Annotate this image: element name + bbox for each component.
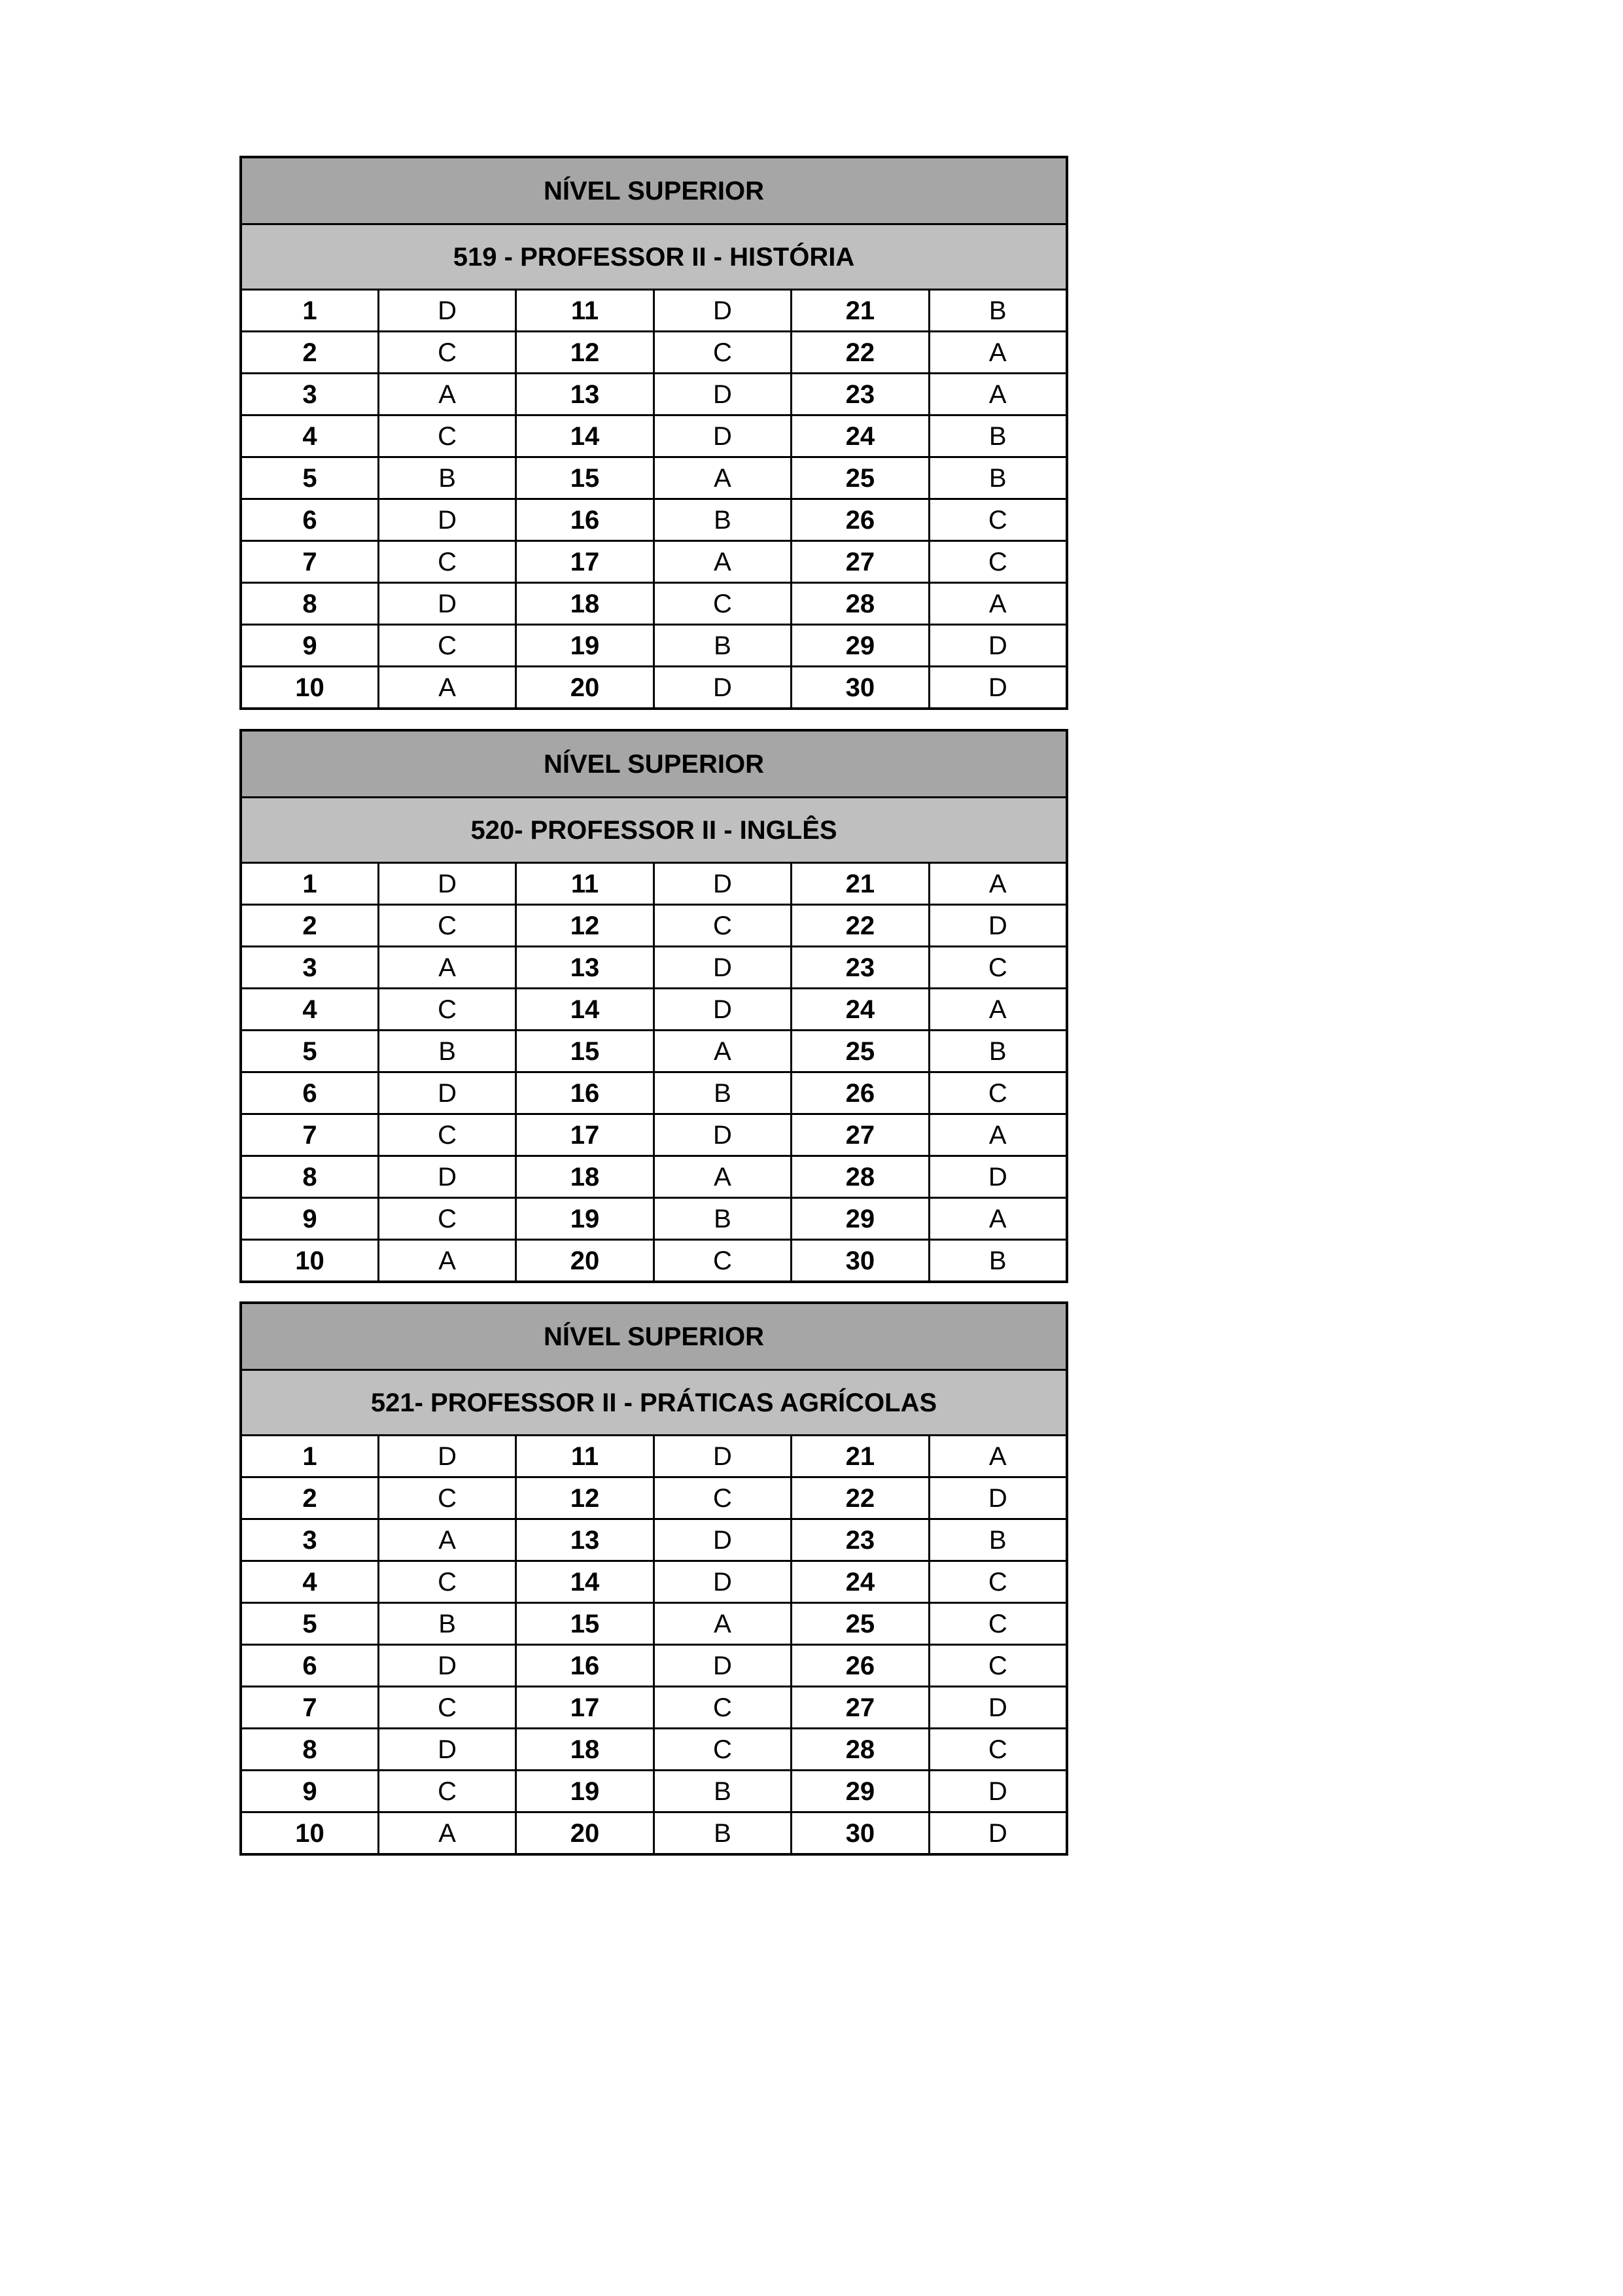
question-number: 4 (241, 415, 378, 457)
question-number: 28 (792, 1156, 929, 1198)
answer-letter: D (654, 1645, 791, 1687)
question-number: 20 (516, 1812, 654, 1855)
answer-letter: B (929, 415, 1067, 457)
answer-letter: D (929, 1477, 1067, 1519)
question-number: 12 (516, 332, 654, 374)
question-number: 18 (516, 1729, 654, 1771)
question-number: 7 (241, 541, 378, 583)
answer-letter: C (929, 1072, 1067, 1114)
answer-letter: C (654, 583, 791, 625)
answer-letter: A (654, 1156, 791, 1198)
answer-letter: D (929, 667, 1067, 709)
answer-letter: C (654, 905, 791, 947)
answer-letter: B (654, 499, 791, 541)
answer-letter: D (929, 1771, 1067, 1812)
answer-row (241, 1771, 1067, 1812)
answer-letter: C (378, 905, 515, 947)
question-number: 18 (516, 1156, 654, 1198)
answer-row (241, 415, 1067, 457)
answer-letter: C (378, 332, 515, 374)
question-number: 19 (516, 1771, 654, 1812)
answer-letter: D (378, 499, 515, 541)
question-number: 13 (516, 374, 654, 415)
question-number: 7 (241, 1687, 378, 1729)
answer-row (241, 541, 1067, 583)
answer-letter: D (654, 667, 791, 709)
answer-row (241, 1561, 1067, 1603)
question-number: 21 (792, 863, 929, 905)
question-number: 24 (792, 415, 929, 457)
answer-row (241, 1156, 1067, 1198)
answer-row (241, 863, 1067, 905)
question-number: 13 (516, 947, 654, 989)
answer-row (241, 1072, 1067, 1114)
answer-letter: B (929, 290, 1067, 332)
answer-letter: C (378, 541, 515, 583)
answer-row (241, 457, 1067, 499)
question-number: 26 (792, 499, 929, 541)
answer-letter: C (929, 541, 1067, 583)
answer-letter: D (654, 1561, 791, 1603)
answer-row (241, 1603, 1067, 1645)
question-number: 27 (792, 1114, 929, 1156)
question-number: 29 (792, 1198, 929, 1240)
question-number: 6 (241, 1645, 378, 1687)
answer-letter: D (654, 415, 791, 457)
answer-letter: D (378, 1729, 515, 1771)
question-number: 8 (241, 583, 378, 625)
question-number: 25 (792, 1603, 929, 1645)
answer-row (241, 332, 1067, 374)
answer-letter: B (378, 457, 515, 499)
question-number: 5 (241, 1603, 378, 1645)
question-number: 15 (516, 457, 654, 499)
question-number: 1 (241, 863, 378, 905)
answer-letter: C (654, 332, 791, 374)
question-number: 13 (516, 1519, 654, 1561)
answer-row (241, 989, 1067, 1031)
answer-row (241, 1645, 1067, 1687)
answer-letter: A (929, 332, 1067, 374)
answer-letter: B (929, 457, 1067, 499)
exam-title: 521- PROFESSOR II - PRÁTICAS AGRÍCOLAS (241, 1370, 1067, 1436)
question-number: 17 (516, 541, 654, 583)
title-header-row (241, 224, 1067, 290)
question-number: 9 (241, 1198, 378, 1240)
level-header: NÍVEL SUPERIOR (241, 157, 1067, 224)
answer-letter: A (654, 541, 791, 583)
answer-row (241, 1240, 1067, 1282)
answer-letter: D (654, 863, 791, 905)
question-number: 22 (792, 332, 929, 374)
answer-letter: C (378, 1114, 515, 1156)
question-number: 4 (241, 1561, 378, 1603)
question-number: 26 (792, 1072, 929, 1114)
answer-letter: B (654, 1198, 791, 1240)
answer-letter: B (929, 1240, 1067, 1282)
answer-letter: C (929, 1561, 1067, 1603)
question-number: 20 (516, 667, 654, 709)
answer-letter: A (378, 947, 515, 989)
answer-letter: C (654, 1240, 791, 1282)
question-number: 12 (516, 1477, 654, 1519)
answer-key-table-520 (239, 729, 1068, 1283)
answer-letter: A (929, 1436, 1067, 1477)
answer-letter: B (654, 625, 791, 667)
question-number: 24 (792, 1561, 929, 1603)
question-number: 30 (792, 1240, 929, 1282)
question-number: 7 (241, 1114, 378, 1156)
question-number: 28 (792, 1729, 929, 1771)
answer-letter: C (378, 1687, 515, 1729)
answer-letter: B (654, 1072, 791, 1114)
answer-letter: D (654, 1114, 791, 1156)
answer-letter: B (929, 1031, 1067, 1072)
answer-letter: D (654, 1436, 791, 1477)
title-header-row (241, 798, 1067, 863)
answer-letter: A (929, 863, 1067, 905)
answer-row (241, 1114, 1067, 1156)
question-number: 30 (792, 667, 929, 709)
question-number: 27 (792, 541, 929, 583)
question-number: 10 (241, 1812, 378, 1855)
answer-letter: D (378, 290, 515, 332)
level-header-row (241, 730, 1067, 798)
answer-letter: B (929, 1519, 1067, 1561)
answer-letter: A (378, 1240, 515, 1282)
answer-letter: A (378, 667, 515, 709)
question-number: 15 (516, 1031, 654, 1072)
answer-row (241, 1031, 1067, 1072)
answer-letter: C (929, 947, 1067, 989)
title-header-row (241, 1370, 1067, 1436)
question-number: 10 (241, 1240, 378, 1282)
answer-letter: C (378, 1771, 515, 1812)
answer-key-table-521 (239, 1301, 1068, 1856)
answer-letter: B (378, 1603, 515, 1645)
question-number: 17 (516, 1687, 654, 1729)
question-number: 20 (516, 1240, 654, 1282)
question-number: 11 (516, 1436, 654, 1477)
answer-letter: D (929, 1156, 1067, 1198)
question-number: 6 (241, 499, 378, 541)
answer-row (241, 947, 1067, 989)
question-number: 22 (792, 1477, 929, 1519)
question-number: 12 (516, 905, 654, 947)
answer-letter: C (929, 1729, 1067, 1771)
answer-letter: A (654, 1603, 791, 1645)
answer-letter: D (378, 1156, 515, 1198)
answer-letter: C (378, 415, 515, 457)
level-header-row (241, 157, 1067, 224)
question-number: 17 (516, 1114, 654, 1156)
answer-row (241, 290, 1067, 332)
answer-letter: A (654, 1031, 791, 1072)
question-number: 9 (241, 625, 378, 667)
question-number: 19 (516, 1198, 654, 1240)
answer-letter: A (929, 1114, 1067, 1156)
question-number: 1 (241, 1436, 378, 1477)
question-number: 3 (241, 1519, 378, 1561)
answer-letter: D (654, 947, 791, 989)
answer-letter: D (654, 1519, 791, 1561)
answer-letter: C (929, 1645, 1067, 1687)
answer-row (241, 583, 1067, 625)
question-number: 9 (241, 1771, 378, 1812)
answer-letter: D (929, 905, 1067, 947)
question-number: 18 (516, 583, 654, 625)
exam-title: 519 - PROFESSOR II - HISTÓRIA (241, 224, 1067, 290)
answer-letter: D (929, 625, 1067, 667)
question-number: 19 (516, 625, 654, 667)
question-number: 11 (516, 863, 654, 905)
question-number: 3 (241, 374, 378, 415)
answer-letter: D (929, 1687, 1067, 1729)
question-number: 30 (792, 1812, 929, 1855)
question-number: 25 (792, 1031, 929, 1072)
question-number: 14 (516, 1561, 654, 1603)
answer-letter: C (654, 1687, 791, 1729)
question-number: 6 (241, 1072, 378, 1114)
answer-letter: D (654, 374, 791, 415)
answer-letter: B (654, 1771, 791, 1812)
question-number: 22 (792, 905, 929, 947)
answer-row (241, 625, 1067, 667)
answer-letter: C (378, 625, 515, 667)
answer-letter: D (378, 583, 515, 625)
question-number: 8 (241, 1729, 378, 1771)
answer-row (241, 499, 1067, 541)
answer-letter: A (654, 457, 791, 499)
answer-row (241, 1687, 1067, 1729)
answer-letter: D (654, 989, 791, 1031)
question-number: 21 (792, 290, 929, 332)
answer-row (241, 1436, 1067, 1477)
answer-row (241, 1198, 1067, 1240)
answer-letter: A (378, 1519, 515, 1561)
level-header: NÍVEL SUPERIOR (241, 730, 1067, 798)
level-header: NÍVEL SUPERIOR (241, 1303, 1067, 1370)
question-number: 11 (516, 290, 654, 332)
question-number: 21 (792, 1436, 929, 1477)
answer-letter: D (378, 1072, 515, 1114)
answer-letter: B (654, 1812, 791, 1855)
answer-letter: D (929, 1812, 1067, 1855)
answer-letter: C (929, 1603, 1067, 1645)
question-number: 10 (241, 667, 378, 709)
answer-letter: C (378, 1198, 515, 1240)
question-number: 16 (516, 1645, 654, 1687)
answer-letter: C (654, 1477, 791, 1519)
question-number: 8 (241, 1156, 378, 1198)
level-header-row (241, 1303, 1067, 1370)
question-number: 24 (792, 989, 929, 1031)
answer-letter: C (378, 1561, 515, 1603)
question-number: 27 (792, 1687, 929, 1729)
question-number: 15 (516, 1603, 654, 1645)
answer-letter: A (929, 374, 1067, 415)
answer-letter: C (654, 1729, 791, 1771)
question-number: 2 (241, 1477, 378, 1519)
exam-title: 520- PROFESSOR II - INGLÊS (241, 798, 1067, 863)
question-number: 28 (792, 583, 929, 625)
answer-row (241, 1519, 1067, 1561)
answer-row (241, 667, 1067, 709)
answer-letter: A (378, 374, 515, 415)
question-number: 16 (516, 499, 654, 541)
question-number: 14 (516, 415, 654, 457)
answer-letter: A (929, 583, 1067, 625)
answer-letter: C (378, 1477, 515, 1519)
question-number: 5 (241, 1031, 378, 1072)
question-number: 2 (241, 332, 378, 374)
answer-letter: D (654, 290, 791, 332)
question-number: 4 (241, 989, 378, 1031)
answer-letter: B (378, 1031, 515, 1072)
question-number: 1 (241, 290, 378, 332)
answer-row (241, 905, 1067, 947)
answer-letter: D (378, 1645, 515, 1687)
answer-row (241, 1729, 1067, 1771)
answer-row (241, 374, 1067, 415)
question-number: 29 (792, 1771, 929, 1812)
question-number: 2 (241, 905, 378, 947)
question-number: 23 (792, 1519, 929, 1561)
question-number: 16 (516, 1072, 654, 1114)
question-number: 26 (792, 1645, 929, 1687)
question-number: 14 (516, 989, 654, 1031)
answer-row (241, 1812, 1067, 1855)
question-number: 3 (241, 947, 378, 989)
question-number: 5 (241, 457, 378, 499)
answer-letter: A (378, 1812, 515, 1855)
answer-letter: A (929, 989, 1067, 1031)
question-number: 25 (792, 457, 929, 499)
question-number: 23 (792, 947, 929, 989)
answer-letter: A (929, 1198, 1067, 1240)
answer-letter: D (378, 863, 515, 905)
answer-letter: C (929, 499, 1067, 541)
question-number: 23 (792, 374, 929, 415)
answer-letter: D (378, 1436, 515, 1477)
answer-row (241, 1477, 1067, 1519)
answer-letter: C (378, 989, 515, 1031)
question-number: 29 (792, 625, 929, 667)
answer-key-table-519 (239, 156, 1068, 710)
